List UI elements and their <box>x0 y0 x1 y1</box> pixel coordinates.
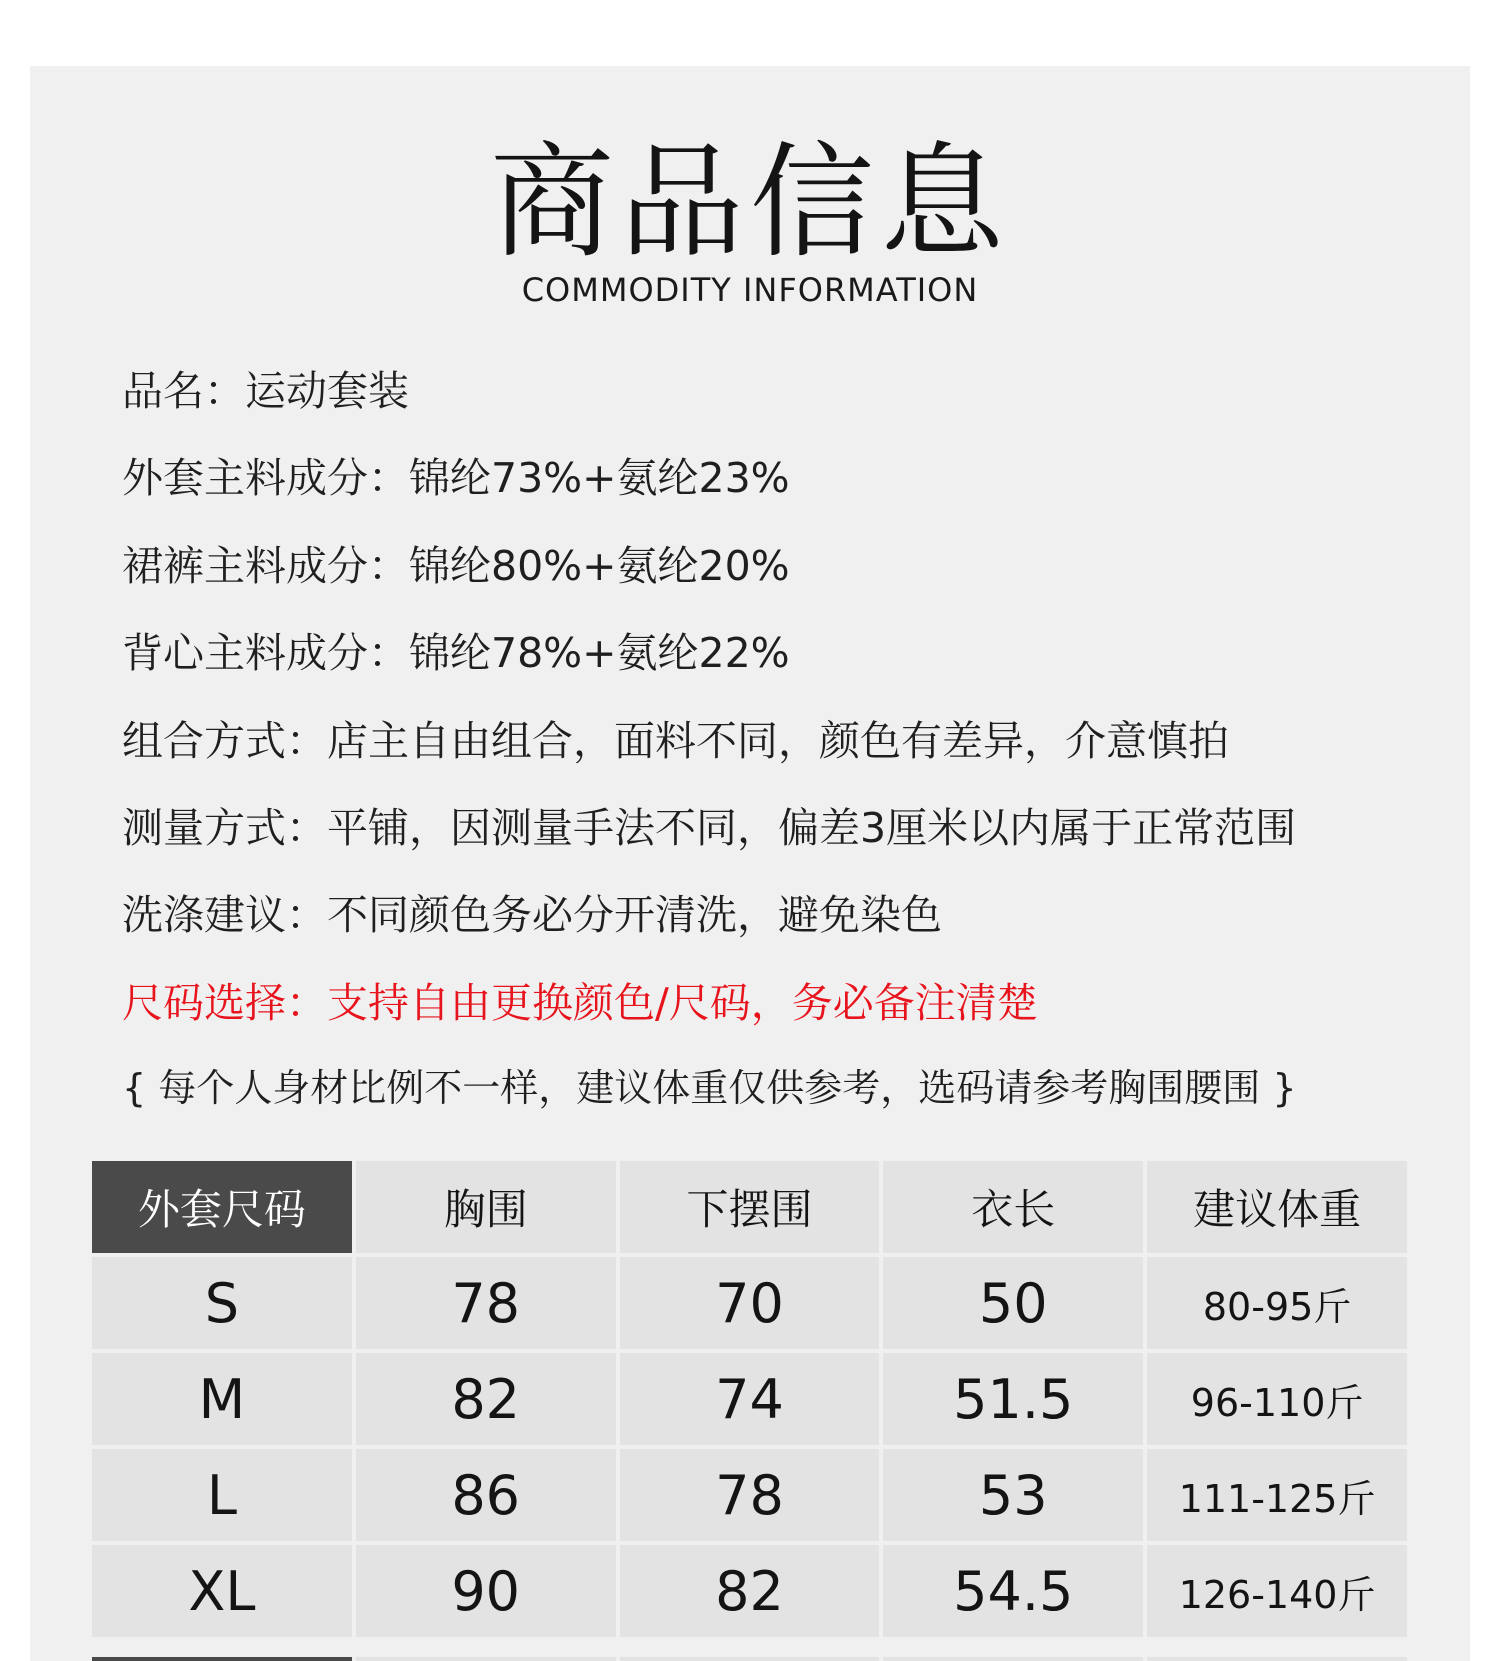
table-cell-size: XL <box>92 1545 352 1637</box>
table-header-chest: 胸围 <box>356 1161 616 1253</box>
table-cell-weight: 111-125斤 <box>1147 1449 1407 1541</box>
table-cell-weight: 96-110斤 <box>1147 1353 1407 1445</box>
info-vest-material: 背心主料成分：锦纶78%+氨纶22% <box>122 629 790 678</box>
table-cell-weight: 126-140斤 <box>1147 1545 1407 1637</box>
table-next-row-edge <box>92 1657 1407 1661</box>
info-product-name: 品名：运动套装 <box>122 367 409 415</box>
table-cell-hem: 82 <box>620 1545 880 1637</box>
table-edge-cell <box>1147 1657 1407 1661</box>
page-subtitle: COMMODITY INFORMATION <box>521 271 979 309</box>
table-cell-length: 51.5 <box>883 1353 1143 1445</box>
info-size-selection: 尺码选择：支持自由更换颜色/尺码，务必备注清楚 <box>122 978 1038 1027</box>
table-cell-hem: 74 <box>620 1353 880 1445</box>
table-cell-size: M <box>92 1353 352 1445</box>
info-washing: 洗涤建议：不同颜色务必分开清洗，避免染色 <box>122 891 942 940</box>
page-title: 商品信息 <box>489 131 1010 275</box>
info-skort-material: 裙裤主料成分：锦纶80%+氨纶20% <box>122 541 790 590</box>
table-header-hem: 下摆围 <box>620 1161 880 1253</box>
product-info-list <box>122 361 1442 1060</box>
table-cell-length: 50 <box>883 1257 1143 1349</box>
table-edge-cell <box>883 1657 1143 1661</box>
table-header-size: 外套尺码 <box>92 1161 352 1253</box>
table-edge-cell <box>620 1657 880 1661</box>
table-cell-length: 53 <box>883 1449 1143 1541</box>
table-cell-hem: 70 <box>620 1257 880 1349</box>
table-cell-length: 54.5 <box>883 1545 1143 1637</box>
table-cell-size: S <box>92 1257 352 1349</box>
table-cell-size: L <box>92 1449 352 1541</box>
table-edge-cell <box>356 1657 616 1661</box>
info-measurement: 测量方式：平铺，因测量手法不同，偏差3厘米以内属于正常范围 <box>122 803 1297 852</box>
table-cell-chest: 78 <box>356 1257 616 1349</box>
size-table <box>92 1161 1407 1637</box>
table-cell-chest: 86 <box>356 1449 616 1541</box>
table-cell-chest: 82 <box>356 1353 616 1445</box>
info-jacket-material: 外套主料成分：锦纶73%+氨纶23% <box>122 454 790 503</box>
table-cell-chest: 90 <box>356 1545 616 1637</box>
table-cell-weight: 80-95斤 <box>1147 1257 1407 1349</box>
table-edge-cell <box>92 1657 352 1661</box>
table-header-weight: 建议体重 <box>1147 1161 1407 1253</box>
table-cell-hem: 78 <box>620 1449 880 1541</box>
table-header-length: 衣长 <box>883 1161 1143 1253</box>
size-note: { 每个人身材比例不一样，建议体重仅供参考，选码请参考胸围腰围 } <box>122 1066 1297 1110</box>
info-combination: 组合方式：店主自由组合，面料不同，颜色有差异，介意慎拍 <box>122 716 1229 765</box>
